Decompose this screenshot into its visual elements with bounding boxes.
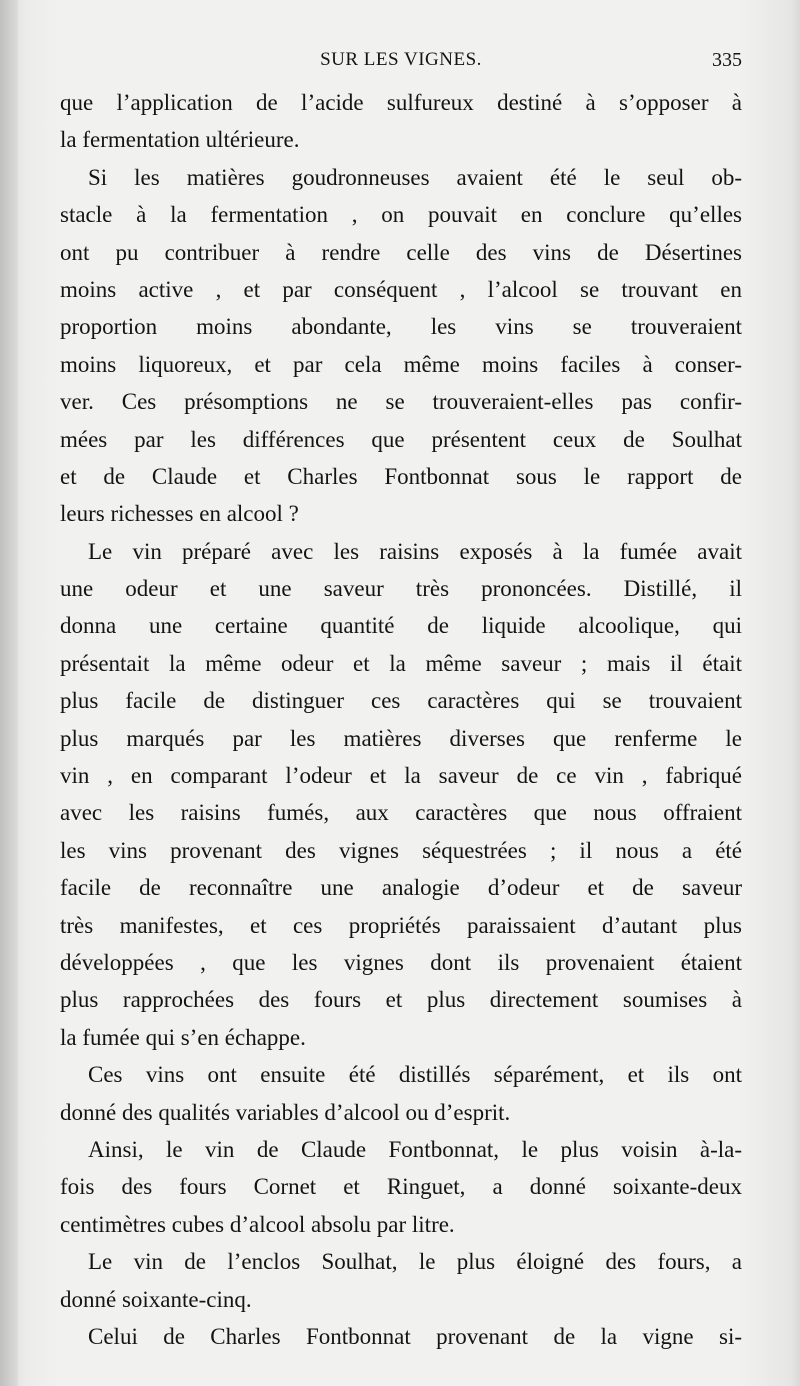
text-line: plus facile de distinguer ces caractères qui se trouvaient <box>60 688 742 714</box>
page-header <box>60 44 742 76</box>
text-line: facile de reconnaître une analogie d’odeur et de saveur <box>60 875 742 901</box>
text-line: présentait la même odeur et la même saveur ; mais il était <box>60 650 742 676</box>
page-number: 335 <box>712 49 742 71</box>
text-line: Ainsi, le vin de Claude Fontbonnat, le plus voisin à-la- <box>88 1136 742 1162</box>
text-line: les vins provenant des vignes séquestrées ; il nous a été <box>60 837 742 863</box>
text-line: Celui de Charles Fontbonnat provenant de la vigne si- <box>88 1323 742 1349</box>
text-line: ont pu contribuer à rendre celle des vins de Désertines <box>60 239 742 265</box>
running-title: SUR LES VIGNES. <box>320 49 482 70</box>
text-line: très manifestes, et ces propriétés paraissaient d’autant plus <box>60 912 742 938</box>
text-line: Le vin préparé avec les raisins exposés à la fumée avait <box>88 538 742 564</box>
text-line: développées , que les vignes dont ils provenaient étaient <box>60 949 742 975</box>
text-line: mées par les différences que présentent ceux de Soulhat <box>60 426 742 452</box>
text-line: Ces vins ont ensuite été distillés séparément, et ils ont <box>88 1062 742 1088</box>
text-line: plus rapprochées des fours et plus directement soumises à <box>60 987 742 1013</box>
text-line: donna une certaine quantité de liquide alcoolique, qui <box>60 613 742 639</box>
text-line: leurs richesses en alcool ? <box>60 501 299 527</box>
text-line: vin , en comparant l’odeur et la saveur de ce vin , fabriqué <box>60 763 742 789</box>
text-line: que l’application de l’acide sulfureux destiné à s’opposer à <box>60 90 742 115</box>
text-line: Le vin de l’enclos Soulhat, le plus éloigné des fours, a <box>88 1249 742 1275</box>
text-line: donné des qualités variables d’alcool ou d’esprit. <box>60 1099 511 1125</box>
text-line: stacle à la fermentation , on pouvait en conclure qu’elles <box>60 202 742 228</box>
text-line: ver. Ces présomptions ne se trouveraient-elles pas confir- <box>60 389 742 415</box>
body-text <box>60 84 742 1355</box>
text-line: proportion moins abondante, les vins se trouveraient <box>60 314 742 340</box>
text-line: fois des fours Cornet et Ringuet, a donné soixante-deux <box>60 1174 742 1200</box>
text-line: la fumée qui s’en échappe. <box>60 1024 306 1050</box>
text-line: une odeur et une saveur très prononcées. Distillé, il <box>60 576 742 602</box>
text-line: moins active , et par conséquent , l’alcool se trouvant en <box>60 276 742 302</box>
text-line: Si les matières goudronneuses avaient été le seul ob- <box>88 164 742 190</box>
text-line: et de Claude et Charles Fontbonnat sous le rapport de <box>60 463 742 489</box>
text-line: moins liquoreux, et par cela même moins faciles à conser- <box>60 351 742 377</box>
page-gutter-shadow <box>0 0 18 1386</box>
text-line: la fermentation ultérieure. <box>60 127 300 153</box>
text-line: donné soixante-cinq. <box>60 1286 252 1312</box>
text-line: plus marqués par les matières diverses que renferme le <box>60 725 742 751</box>
text-line: centimètres cubes d’alcool absolu par litre. <box>60 1211 455 1237</box>
text-line: avec les raisins fumés, aux caractères que nous offraient <box>60 800 742 826</box>
